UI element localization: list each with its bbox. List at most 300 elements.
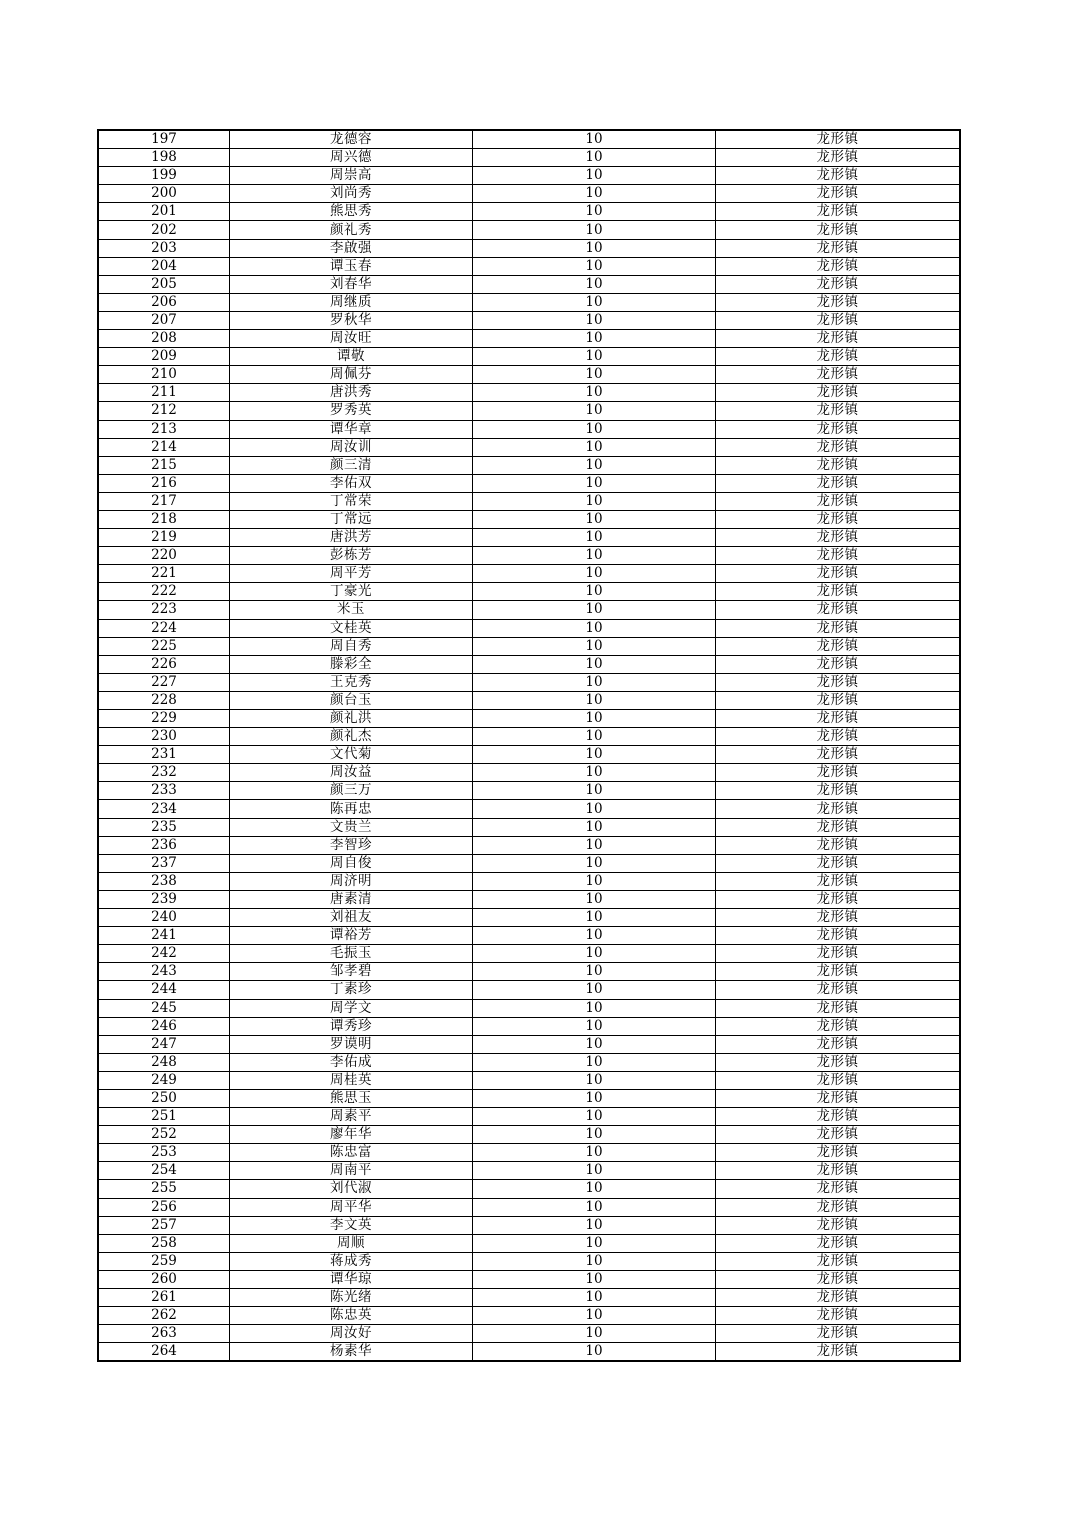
amount-cell: 10: [473, 547, 716, 565]
row-number-cell: 244: [98, 981, 230, 999]
row-number-cell: 206: [98, 293, 230, 311]
amount-cell: 10: [473, 782, 716, 800]
table-row: [98, 366, 960, 384]
amount-cell: 10: [473, 673, 716, 691]
row-number-cell: 248: [98, 1053, 230, 1071]
person-name-cell: 罗秋华: [230, 311, 473, 329]
amount-cell: 10: [473, 1053, 716, 1071]
row-number-cell: 234: [98, 800, 230, 818]
row-number-cell: 253: [98, 1144, 230, 1162]
amount-cell: 10: [473, 185, 716, 203]
table-row: [98, 1180, 960, 1198]
row-number-cell: 220: [98, 547, 230, 565]
table-row: [98, 909, 960, 927]
amount-cell: 10: [473, 691, 716, 709]
table-row: [98, 1216, 960, 1234]
town-cell: 龙形镇: [716, 384, 961, 402]
amount-cell: 10: [473, 1307, 716, 1325]
town-cell: 龙形镇: [716, 655, 961, 673]
person-name-cell: 彭栋芳: [230, 547, 473, 565]
town-cell: 龙形镇: [716, 1162, 961, 1180]
row-number-cell: 214: [98, 438, 230, 456]
person-name-cell: 唐洪芳: [230, 529, 473, 547]
amount-cell: 10: [473, 800, 716, 818]
person-name-cell: 周汝益: [230, 764, 473, 782]
row-number-cell: 251: [98, 1108, 230, 1126]
table-row: [98, 348, 960, 366]
amount-cell: 10: [473, 1252, 716, 1270]
row-number-cell: 258: [98, 1234, 230, 1252]
amount-cell: 10: [473, 366, 716, 384]
person-name-cell: 刘代淑: [230, 1180, 473, 1198]
row-number-cell: 252: [98, 1126, 230, 1144]
town-cell: 龙形镇: [716, 547, 961, 565]
town-cell: 龙形镇: [716, 800, 961, 818]
person-name-cell: 周汝旺: [230, 330, 473, 348]
row-number-cell: 198: [98, 149, 230, 167]
person-name-cell: 龙德容: [230, 130, 473, 149]
table-row: [98, 800, 960, 818]
row-number-cell: 210: [98, 366, 230, 384]
town-cell: 龙形镇: [716, 1270, 961, 1288]
row-number-cell: 204: [98, 257, 230, 275]
amount-cell: 10: [473, 203, 716, 221]
amount-cell: 10: [473, 963, 716, 981]
town-cell: 龙形镇: [716, 420, 961, 438]
person-name-cell: 刘尚秀: [230, 185, 473, 203]
row-number-cell: 217: [98, 492, 230, 510]
town-cell: 龙形镇: [716, 1325, 961, 1343]
row-number-cell: 211: [98, 384, 230, 402]
table-row: [98, 275, 960, 293]
table-row: [98, 1234, 960, 1252]
table-row: [98, 311, 960, 329]
row-number-cell: 242: [98, 945, 230, 963]
person-name-cell: 罗谟明: [230, 1035, 473, 1053]
table-row: [98, 981, 960, 999]
person-name-cell: 陈忠富: [230, 1144, 473, 1162]
person-name-cell: 丁素珍: [230, 981, 473, 999]
town-cell: 龙形镇: [716, 981, 961, 999]
person-name-cell: 滕彩全: [230, 655, 473, 673]
town-cell: 龙形镇: [716, 1198, 961, 1216]
town-cell: 龙形镇: [716, 890, 961, 908]
person-name-cell: 王克秀: [230, 673, 473, 691]
table-row: [98, 764, 960, 782]
table-row: [98, 1343, 960, 1362]
town-cell: 龙形镇: [716, 438, 961, 456]
amount-cell: 10: [473, 1270, 716, 1288]
town-cell: 龙形镇: [716, 637, 961, 655]
amount-cell: 10: [473, 348, 716, 366]
town-cell: 龙形镇: [716, 149, 961, 167]
row-number-cell: 240: [98, 909, 230, 927]
town-cell: 龙形镇: [716, 1343, 961, 1362]
amount-cell: 10: [473, 1071, 716, 1089]
row-number-cell: 224: [98, 619, 230, 637]
row-number-cell: 223: [98, 601, 230, 619]
town-cell: 龙形镇: [716, 221, 961, 239]
amount-cell: 10: [473, 492, 716, 510]
town-cell: 龙形镇: [716, 529, 961, 547]
amount-cell: 10: [473, 1162, 716, 1180]
person-name-cell: 谭秀珍: [230, 1017, 473, 1035]
row-number-cell: 250: [98, 1089, 230, 1107]
person-name-cell: 邹孝碧: [230, 963, 473, 981]
town-cell: 龙形镇: [716, 1289, 961, 1307]
table-row: [98, 890, 960, 908]
amount-cell: 10: [473, 1108, 716, 1126]
town-cell: 龙形镇: [716, 854, 961, 872]
table-row: [98, 854, 960, 872]
person-name-cell: 周汝好: [230, 1325, 473, 1343]
amount-cell: 10: [473, 655, 716, 673]
table-row: [98, 1162, 960, 1180]
person-name-cell: 唐素清: [230, 890, 473, 908]
table-row: [98, 1307, 960, 1325]
town-cell: 龙形镇: [716, 293, 961, 311]
table-row: [98, 257, 960, 275]
row-number-cell: 263: [98, 1325, 230, 1343]
person-name-cell: 谭华琼: [230, 1270, 473, 1288]
person-name-cell: 颜礼洪: [230, 710, 473, 728]
amount-cell: 10: [473, 474, 716, 492]
town-cell: 龙形镇: [716, 1108, 961, 1126]
person-name-cell: 李智珍: [230, 836, 473, 854]
amount-cell: 10: [473, 1234, 716, 1252]
town-cell: 龙形镇: [716, 836, 961, 854]
row-number-cell: 261: [98, 1289, 230, 1307]
person-name-cell: 杨素华: [230, 1343, 473, 1362]
table-row: [98, 384, 960, 402]
row-number-cell: 237: [98, 854, 230, 872]
town-cell: 龙形镇: [716, 909, 961, 927]
table-row: [98, 818, 960, 836]
table-row: [98, 999, 960, 1017]
town-cell: 龙形镇: [716, 239, 961, 257]
table-row: [98, 963, 960, 981]
town-cell: 龙形镇: [716, 167, 961, 185]
amount-cell: 10: [473, 1289, 716, 1307]
row-number-cell: 229: [98, 710, 230, 728]
amount-cell: 10: [473, 818, 716, 836]
person-name-cell: 周自秀: [230, 637, 473, 655]
amount-cell: 10: [473, 293, 716, 311]
town-cell: 龙形镇: [716, 348, 961, 366]
row-number-cell: 241: [98, 927, 230, 945]
town-cell: 龙形镇: [716, 1089, 961, 1107]
row-number-cell: 213: [98, 420, 230, 438]
row-number-cell: 215: [98, 456, 230, 474]
amount-cell: 10: [473, 764, 716, 782]
amount-cell: 10: [473, 221, 716, 239]
person-name-cell: 周南平: [230, 1162, 473, 1180]
table-row: [98, 1035, 960, 1053]
person-name-cell: 谭裕芳: [230, 927, 473, 945]
town-cell: 龙形镇: [716, 275, 961, 293]
person-name-cell: 周兴德: [230, 149, 473, 167]
row-number-cell: 262: [98, 1307, 230, 1325]
amount-cell: 10: [473, 1216, 716, 1234]
amount-cell: 10: [473, 1343, 716, 1362]
amount-cell: 10: [473, 927, 716, 945]
town-cell: 龙形镇: [716, 1144, 961, 1162]
table-row: [98, 1198, 960, 1216]
person-name-cell: 陈光绪: [230, 1289, 473, 1307]
person-name-cell: 周继质: [230, 293, 473, 311]
person-name-cell: 文桂英: [230, 619, 473, 637]
amount-cell: 10: [473, 257, 716, 275]
person-name-cell: 丁常荣: [230, 492, 473, 510]
row-number-cell: 249: [98, 1071, 230, 1089]
row-number-cell: 200: [98, 185, 230, 203]
town-cell: 龙形镇: [716, 601, 961, 619]
row-number-cell: 245: [98, 999, 230, 1017]
table-row: [98, 746, 960, 764]
amount-cell: 10: [473, 637, 716, 655]
amount-cell: 10: [473, 981, 716, 999]
town-cell: 龙形镇: [716, 565, 961, 583]
row-number-cell: 257: [98, 1216, 230, 1234]
person-name-cell: 蒋成秀: [230, 1252, 473, 1270]
person-name-cell: 周济明: [230, 872, 473, 890]
person-name-cell: 谭敬: [230, 348, 473, 366]
row-number-cell: 236: [98, 836, 230, 854]
amount-cell: 10: [473, 890, 716, 908]
town-cell: 龙形镇: [716, 203, 961, 221]
town-cell: 龙形镇: [716, 1180, 961, 1198]
row-number-cell: 219: [98, 529, 230, 547]
row-number-cell: 205: [98, 275, 230, 293]
table-row: [98, 456, 960, 474]
table-row: [98, 836, 960, 854]
person-name-cell: 李文英: [230, 1216, 473, 1234]
table-row: [98, 149, 960, 167]
person-name-cell: 李佑双: [230, 474, 473, 492]
amount-cell: 10: [473, 836, 716, 854]
amount-cell: 10: [473, 710, 716, 728]
table-row: [98, 1252, 960, 1270]
table-row: [98, 203, 960, 221]
row-number-cell: 238: [98, 872, 230, 890]
table-row: [98, 1270, 960, 1288]
amount-cell: 10: [473, 619, 716, 637]
person-name-cell: 周顺: [230, 1234, 473, 1252]
town-cell: 龙形镇: [716, 1234, 961, 1252]
table-row: [98, 601, 960, 619]
town-cell: 龙形镇: [716, 691, 961, 709]
person-name-cell: 周崇高: [230, 167, 473, 185]
amount-cell: 10: [473, 1089, 716, 1107]
amount-cell: 10: [473, 601, 716, 619]
person-name-cell: 周学文: [230, 999, 473, 1017]
row-number-cell: 254: [98, 1162, 230, 1180]
amount-cell: 10: [473, 1198, 716, 1216]
person-name-cell: 刘春华: [230, 275, 473, 293]
table-row: [98, 1089, 960, 1107]
row-number-cell: 255: [98, 1180, 230, 1198]
roster-table-body: [98, 130, 960, 1361]
person-name-cell: 陈忠英: [230, 1307, 473, 1325]
town-cell: 龙形镇: [716, 999, 961, 1017]
table-row: [98, 492, 960, 510]
town-cell: 龙形镇: [716, 456, 961, 474]
table-row: [98, 1108, 960, 1126]
person-name-cell: 熊思秀: [230, 203, 473, 221]
town-cell: 龙形镇: [716, 510, 961, 528]
row-number-cell: 222: [98, 583, 230, 601]
table-row: [98, 1289, 960, 1307]
table-row: [98, 619, 960, 637]
table-row: [98, 330, 960, 348]
row-number-cell: 260: [98, 1270, 230, 1288]
row-number-cell: 212: [98, 402, 230, 420]
town-cell: 龙形镇: [716, 1307, 961, 1325]
row-number-cell: 235: [98, 818, 230, 836]
person-name-cell: 谭玉春: [230, 257, 473, 275]
amount-cell: 10: [473, 130, 716, 149]
row-number-cell: 225: [98, 637, 230, 655]
town-cell: 龙形镇: [716, 492, 961, 510]
town-cell: 龙形镇: [716, 728, 961, 746]
town-cell: 龙形镇: [716, 619, 961, 637]
person-name-cell: 李啟强: [230, 239, 473, 257]
town-cell: 龙形镇: [716, 330, 961, 348]
row-number-cell: 228: [98, 691, 230, 709]
person-name-cell: 周佩芬: [230, 366, 473, 384]
table-row: [98, 1144, 960, 1162]
person-name-cell: 周素平: [230, 1108, 473, 1126]
table-row: [98, 583, 960, 601]
amount-cell: 10: [473, 909, 716, 927]
table-row: [98, 510, 960, 528]
table-row: [98, 239, 960, 257]
person-name-cell: 颜台玉: [230, 691, 473, 709]
table-row: [98, 565, 960, 583]
row-number-cell: 232: [98, 764, 230, 782]
amount-cell: 10: [473, 854, 716, 872]
table-row: [98, 1053, 960, 1071]
row-number-cell: 209: [98, 348, 230, 366]
town-cell: 龙形镇: [716, 1252, 961, 1270]
table-row: [98, 1017, 960, 1035]
town-cell: 龙形镇: [716, 710, 961, 728]
amount-cell: 10: [473, 149, 716, 167]
row-number-cell: 243: [98, 963, 230, 981]
person-name-cell: 李佑成: [230, 1053, 473, 1071]
amount-cell: 10: [473, 565, 716, 583]
person-name-cell: 罗秀英: [230, 402, 473, 420]
table-row: [98, 1126, 960, 1144]
person-name-cell: 周桂英: [230, 1071, 473, 1089]
row-number-cell: 239: [98, 890, 230, 908]
person-name-cell: 丁常远: [230, 510, 473, 528]
row-number-cell: 199: [98, 167, 230, 185]
town-cell: 龙形镇: [716, 130, 961, 149]
amount-cell: 10: [473, 1126, 716, 1144]
row-number-cell: 202: [98, 221, 230, 239]
town-cell: 龙形镇: [716, 782, 961, 800]
amount-cell: 10: [473, 1180, 716, 1198]
town-cell: 龙形镇: [716, 963, 961, 981]
table-row: [98, 655, 960, 673]
amount-cell: 10: [473, 1144, 716, 1162]
town-cell: 龙形镇: [716, 1035, 961, 1053]
town-cell: 龙形镇: [716, 583, 961, 601]
town-cell: 龙形镇: [716, 402, 961, 420]
table-row: [98, 547, 960, 565]
person-name-cell: 熊思玉: [230, 1089, 473, 1107]
amount-cell: 10: [473, 438, 716, 456]
row-number-cell: 197: [98, 130, 230, 149]
person-name-cell: 米玉: [230, 601, 473, 619]
person-name-cell: 丁豪光: [230, 583, 473, 601]
amount-cell: 10: [473, 1017, 716, 1035]
table-row: [98, 130, 960, 149]
row-number-cell: 208: [98, 330, 230, 348]
row-number-cell: 256: [98, 1198, 230, 1216]
town-cell: 龙形镇: [716, 872, 961, 890]
person-name-cell: 陈再忠: [230, 800, 473, 818]
person-name-cell: 毛振玉: [230, 945, 473, 963]
roster-table: [97, 129, 961, 1362]
town-cell: 龙形镇: [716, 1216, 961, 1234]
table-row: [98, 691, 960, 709]
person-name-cell: 廖年华: [230, 1126, 473, 1144]
town-cell: 龙形镇: [716, 185, 961, 203]
row-number-cell: 203: [98, 239, 230, 257]
amount-cell: 10: [473, 456, 716, 474]
amount-cell: 10: [473, 420, 716, 438]
table-row: [98, 728, 960, 746]
amount-cell: 10: [473, 1325, 716, 1343]
amount-cell: 10: [473, 510, 716, 528]
table-row: [98, 710, 960, 728]
amount-cell: 10: [473, 872, 716, 890]
row-number-cell: 233: [98, 782, 230, 800]
person-name-cell: 周平芳: [230, 565, 473, 583]
row-number-cell: 230: [98, 728, 230, 746]
amount-cell: 10: [473, 728, 716, 746]
person-name-cell: 唐洪秀: [230, 384, 473, 402]
person-name-cell: 颜三清: [230, 456, 473, 474]
row-number-cell: 231: [98, 746, 230, 764]
person-name-cell: 刘祖友: [230, 909, 473, 927]
table-row: [98, 185, 960, 203]
person-name-cell: 谭华章: [230, 420, 473, 438]
row-number-cell: 207: [98, 311, 230, 329]
amount-cell: 10: [473, 275, 716, 293]
amount-cell: 10: [473, 1035, 716, 1053]
town-cell: 龙形镇: [716, 1071, 961, 1089]
row-number-cell: 227: [98, 673, 230, 691]
table-row: [98, 945, 960, 963]
town-cell: 龙形镇: [716, 764, 961, 782]
table-row: [98, 872, 960, 890]
table-row: [98, 293, 960, 311]
town-cell: 龙形镇: [716, 673, 961, 691]
town-cell: 龙形镇: [716, 927, 961, 945]
row-number-cell: 218: [98, 510, 230, 528]
table-row: [98, 1071, 960, 1089]
town-cell: 龙形镇: [716, 818, 961, 836]
town-cell: 龙形镇: [716, 945, 961, 963]
table-row: [98, 438, 960, 456]
amount-cell: 10: [473, 999, 716, 1017]
town-cell: 龙形镇: [716, 366, 961, 384]
amount-cell: 10: [473, 167, 716, 185]
person-name-cell: 周平华: [230, 1198, 473, 1216]
